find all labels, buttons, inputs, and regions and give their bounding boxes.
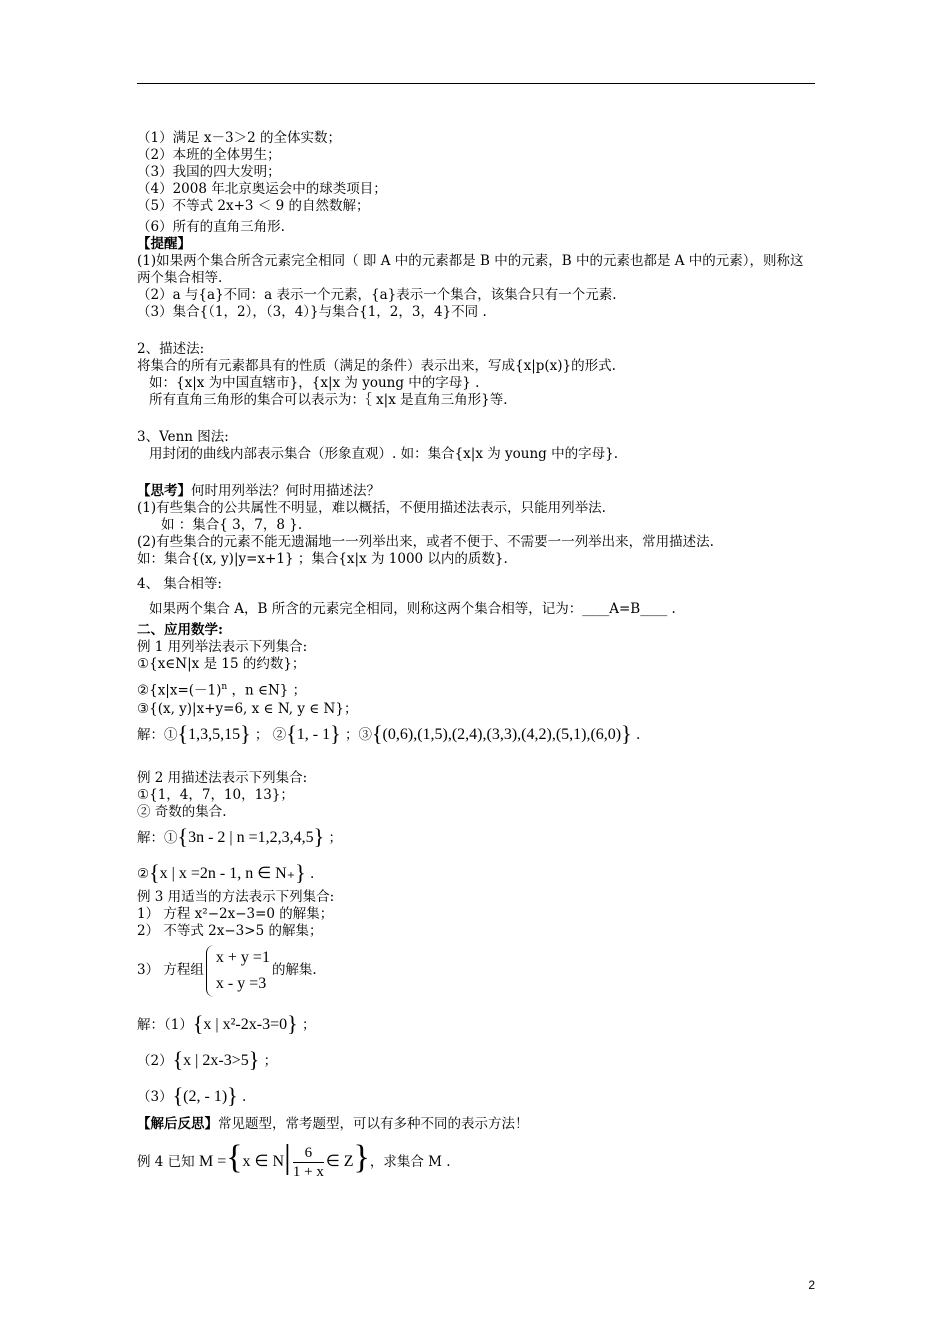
item-4: （4）2008 年北京奥运会中的球类项目；: [137, 181, 387, 197]
think-line: [137, 483, 817, 500]
example-1-solution: 解：①{1,3,5,15} ； ②{1, - 1} ；③{(0,6),(1,5),(2,4),(3,3),(4,2),(5,1),(6,0)} .: [137, 721, 641, 746]
fraction: $\frac{6}{1 + x}$: [292, 1145, 324, 1180]
reflection-heading: 【解后反思】: [137, 1116, 218, 1132]
section-2-heading: 二、应用数学:: [137, 622, 223, 638]
venn-1: 用封闭的曲线内部表示集合（形象直观）. 如：集合{x|x 为 young 中的字母}.: [149, 446, 618, 462]
item-6: （6）所有的直角三角形.: [137, 219, 285, 235]
example-3-solution-1: 解：（1）{x | x²-2x-3=0} ；: [137, 1011, 316, 1036]
description-3: 所有直角三角形的集合可以表示为：｛ x|x 是直角三角形}等.: [149, 392, 508, 408]
description-2: 如：{x|x 为中国直辖市}，{x|x 为 young 中的字母} .: [149, 375, 480, 391]
description-1: 将集合的所有元素都具有的性质（满足的条件）表示出来，写成{x|p(x)}的形式.: [137, 358, 616, 374]
reflection-text: 常见题型，常考题型，可以有多种不同的表示方法！: [218, 1116, 529, 1132]
think-1: (1)有些集合的公共属性不明显，难以概括，不便用描述法表示，只能用列举法.: [137, 500, 606, 516]
example-4: 例 4 已知 M ={x ∈ N| $\frac{6}{1 + x}$ ∈ Z}，求集合 M .: [137, 1139, 451, 1180]
item-1: （1）满足 x－3＞2 的全体实数；: [137, 130, 341, 146]
item-2: （2）本班的全体男生；: [137, 147, 281, 163]
example-2-solution-2: ②{x | x =2n - 1, n ∈ N₊} .: [137, 860, 315, 885]
think-2b: 如：集合{(x, y)|y=x+1} ；集合{x|x 为 1000 以内的质数}.: [137, 551, 508, 567]
equality-heading: 4、 集合相等:: [137, 576, 222, 592]
example-3-item-1: 1） 方程 x²−2x−3=0 的解集；: [137, 906, 334, 922]
think-heading: 【思考】: [137, 483, 191, 499]
header-rule: [137, 83, 815, 84]
remind-1: (1)如果两个集合所含元素完全相同（ 即 A 中的元素都是 B 中的元素，B 中的元素也都是 A 中的元素），则称这两个集合相等.: [137, 253, 804, 286]
example-3-item-3: 3） 方程组 x + y =1 x - y =3 的解集.: [137, 940, 817, 1000]
item-3: （3）我国的四大发明；: [137, 164, 281, 180]
description-heading: 2、描述法:: [137, 341, 205, 357]
example-2-item-1: ①{1，4，7，10，13}；: [137, 787, 294, 803]
item-5: （5）不等式 2x+3 ＜ 9 的自然数解；: [137, 198, 370, 214]
example-2: 例 2 用描述法表示下列集合:: [137, 770, 308, 786]
example-3-solution-3: （3）{(2, - 1)} .: [137, 1083, 247, 1108]
example-3-item-2: 2） 不等式 2x−3>5 的解集；: [137, 923, 323, 939]
example-2-item-2: ② 奇数的集合.: [137, 804, 227, 820]
example-1-item-2: $②\{x|x=(-1)^n$ ，n ∈N} ；: [137, 682, 307, 699]
think-1b: 如 ：集合{ 3，7，8 }.: [161, 517, 303, 533]
example-1: 例 1 用列举法表示下列集合:: [137, 639, 308, 655]
equation-system: x + y =1 x - y =3: [206, 945, 270, 997]
example-1-item-3: ③{(x, y)|x+y=6, x ∈ N, y ∈ N}；: [137, 701, 358, 717]
remind-3: （3）集合{（1，2），（3，4）}与集合{1，2，3，4}不同 .: [137, 304, 487, 320]
page-number: 2: [808, 1278, 815, 1292]
equality-1: 如果两个集合 A，B 所含的元素完全相同，则称这两个集合相等，记为：____A=B____ .: [149, 601, 676, 617]
example-1-item-1: ①{x∈N|x 是 15 的约数}；: [137, 656, 306, 672]
venn-heading: 3、Venn 图法:: [137, 429, 229, 445]
example-2-solution-1: 解：①{3n - 2 | n =1,2,3,4,5} ；: [137, 824, 342, 849]
example-3: 例 3 用适当的方法表示下列集合:: [137, 889, 335, 905]
example-3-solution-2: （2）{x | 2x-3>5} ；: [137, 1047, 278, 1072]
think-2: (2)有些集合的元素不能无遗漏地一一列举出来，或者不便于、不需要一一列举出来，常用描述法.: [137, 534, 714, 550]
remind-2: （2）a 与{a}不同：a 表示一个元素，{a}表示一个集合，该集合只有一个元素.: [137, 287, 617, 303]
remind-heading: 【提醒】: [137, 236, 191, 252]
reflection-line: [137, 1116, 817, 1133]
document-body: [137, 130, 817, 1183]
think-question: 何时用列举法？何时用描述法？: [191, 483, 380, 499]
